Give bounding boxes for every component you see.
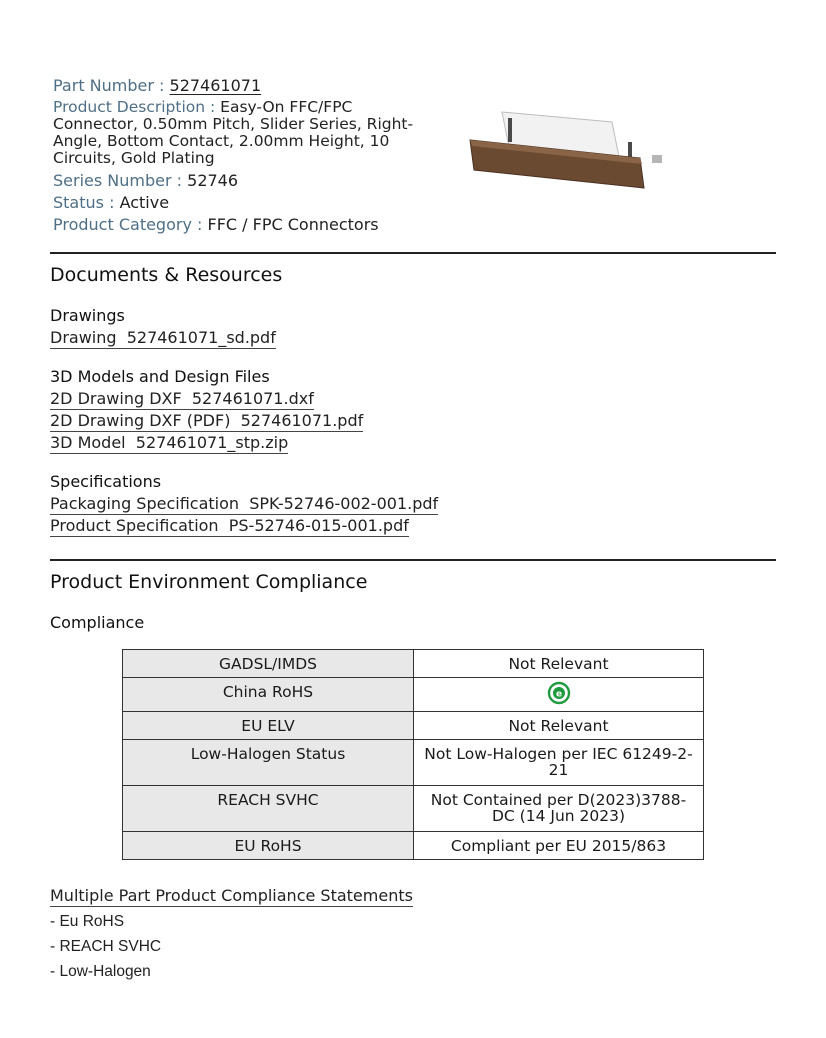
models-heading: 3D Models and Design Files: [50, 367, 270, 386]
status-row: [53, 194, 169, 211]
compliance-key: Low-Halogen Status: [123, 740, 414, 786]
divider: [50, 252, 776, 254]
series-label: Series Number :: [53, 171, 183, 190]
specifications-heading: Specifications: [50, 472, 162, 491]
table-row: [123, 740, 704, 786]
compliance-value: Not Relevant: [414, 712, 704, 740]
compliance-value: Not Contained per D(2023)3788-DC (14 Jun 2023): [414, 786, 704, 832]
description-value: Easy-On FFC/FPC Connector, 0.50mm Pitch, Slider Series, Right-Angle, Bottom Contact, 2.00mm Height, 10 Circuits, Gold Plating: [53, 98, 414, 167]
divider: [50, 559, 776, 561]
series-row: [53, 172, 238, 189]
table-row: [123, 712, 704, 740]
status-label: Status :: [53, 193, 115, 212]
compliance-subheading: Compliance: [50, 613, 145, 632]
category-label: Product Category :: [53, 215, 203, 234]
drawing-link[interactable]: Drawing 527461071_sd.pdf: [50, 328, 276, 347]
status-value: Active: [119, 193, 170, 212]
product-description: [53, 99, 423, 167]
china-rohs-e-icon: [547, 681, 571, 705]
part-number-label: Part Number :: [53, 76, 165, 95]
compliance-value: Not Low-Halogen per IEC 61249-2-21: [414, 740, 704, 786]
documents-heading: Documents & Resources: [50, 264, 283, 286]
series-value: 52746: [187, 171, 239, 190]
table-row: [123, 832, 704, 860]
category-row: [53, 216, 379, 233]
table-row: [123, 786, 704, 832]
product-image: [462, 100, 672, 210]
statement-item: - Eu RoHS: [50, 913, 125, 930]
compliance-value: [414, 678, 704, 712]
svg-text:e: e: [555, 689, 562, 700]
compliance-key: China RoHS: [123, 678, 414, 712]
category-value: FFC / FPC Connectors: [207, 215, 379, 234]
product-spec-link[interactable]: Product Specification PS-52746-015-001.pdf: [50, 516, 409, 535]
part-number-row: [53, 77, 261, 94]
compliance-key: REACH SVHC: [123, 786, 414, 832]
compliance-key: GADSL/IMDS: [123, 650, 414, 678]
compliance-heading: Product Environment Compliance: [50, 571, 368, 593]
compliance-value: Not Relevant: [414, 650, 704, 678]
statement-item: - Low-Halogen: [50, 963, 151, 980]
part-number-value[interactable]: 527461071: [169, 76, 262, 95]
compliance-key: EU RoHS: [123, 832, 414, 860]
description-label: Product Description :: [53, 98, 216, 116]
compliance-key: EU ELV: [123, 712, 414, 740]
3d-model-link[interactable]: 3D Model 527461071_stp.zip: [50, 433, 289, 452]
table-row: [123, 678, 704, 712]
compliance-statements-link[interactable]: Multiple Part Product Compliance Statements: [50, 886, 413, 905]
statement-item: - REACH SVHC: [50, 938, 162, 955]
compliance-value: Compliant per EU 2015/863: [414, 832, 704, 860]
packaging-spec-link[interactable]: Packaging Specification SPK-52746-002-001.pdf: [50, 494, 439, 513]
dxf-link[interactable]: 2D Drawing DXF 527461071.dxf: [50, 389, 314, 408]
dxf-pdf-link[interactable]: 2D Drawing DXF (PDF) 527461071.pdf: [50, 411, 364, 430]
table-row: [123, 650, 704, 678]
drawings-heading: Drawings: [50, 306, 125, 325]
compliance-table: [122, 649, 704, 860]
